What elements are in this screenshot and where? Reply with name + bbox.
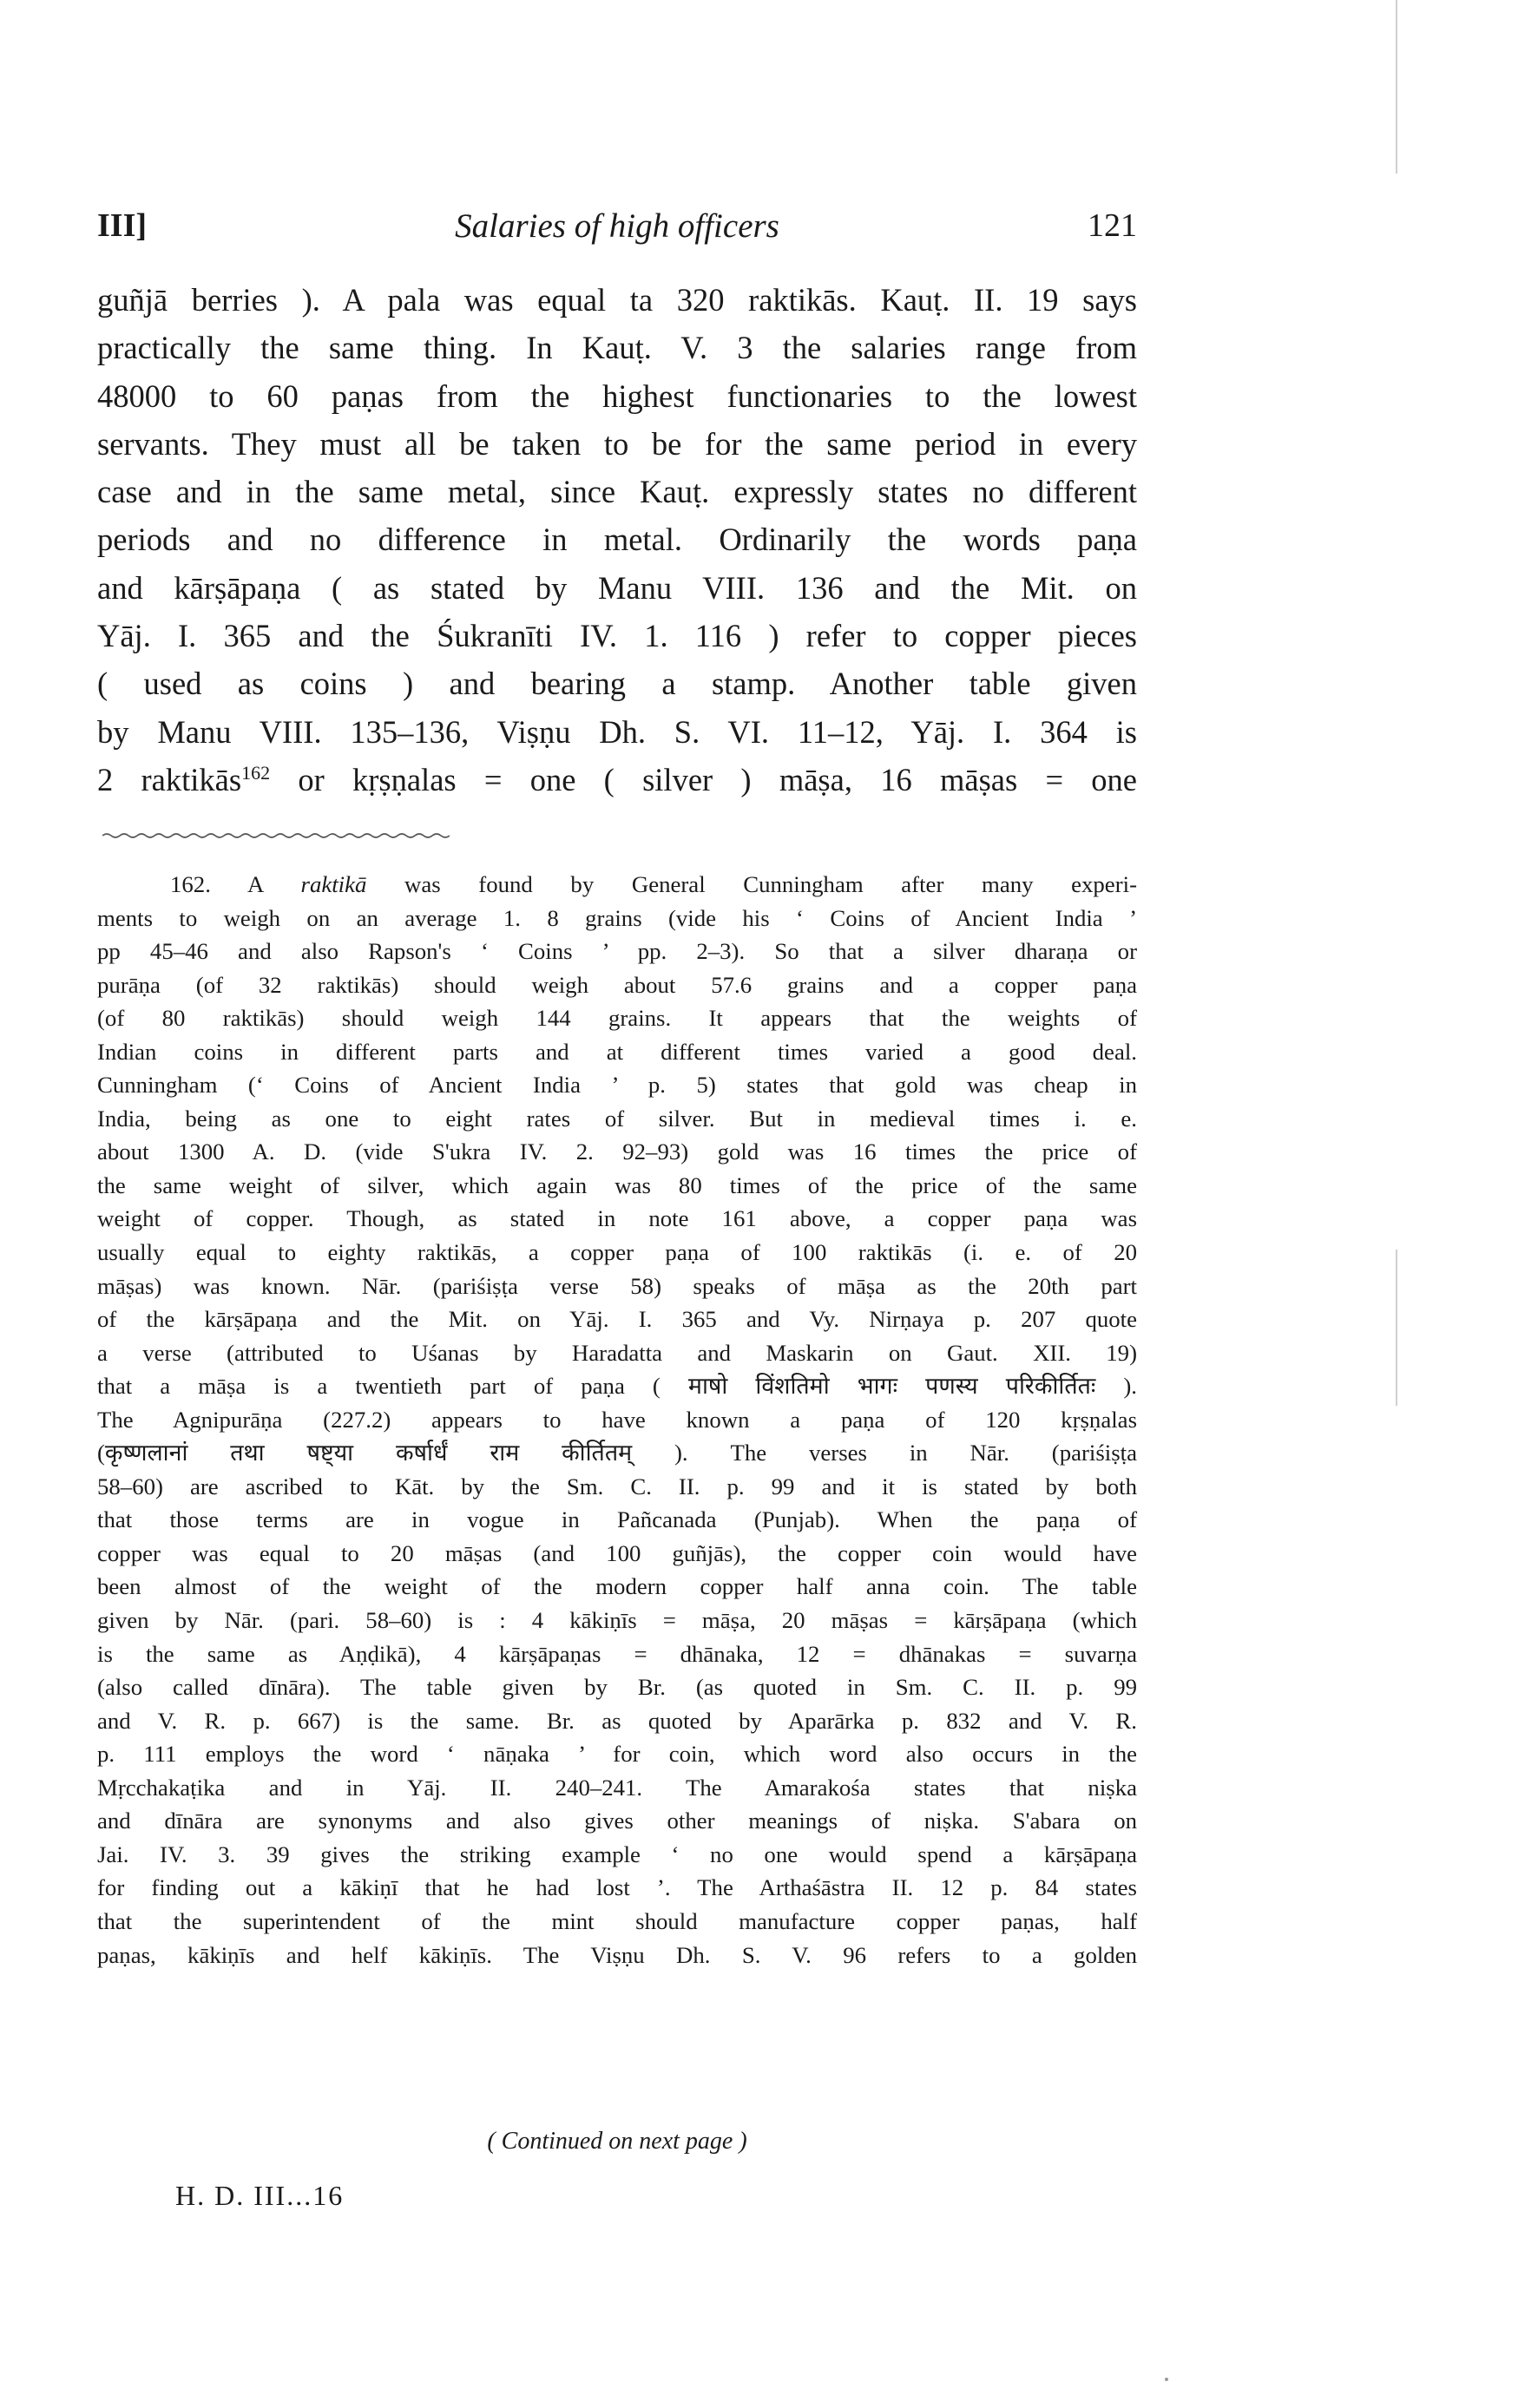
footnote-line: and V. R. p. 667) is the same. Br. as quoted by Aparārka p. 832 and V. R. xyxy=(97,1707,1137,1734)
footnote-first-line: 162. A raktikā was found by General Cunningham after many experi- xyxy=(170,871,1137,897)
body-text-segment: 2 raktikās xyxy=(97,761,242,797)
footnote-line: (कृष्णलानां तथा षष्ट्या कर्षार्धं राम कीर्तितम् ). The verses in Nār. (pariśiṣṭa xyxy=(97,1440,1137,1466)
footnote-line: of the kārṣāpaṇa and the Mit. on Yāj. I. 365 and Vy. Nirṇaya p. 207 quote xyxy=(97,1306,1137,1333)
footnote-line: the same weight of silver, which again was 80 times of the price of the same xyxy=(97,1171,1137,1198)
footnote-line: paṇas, kākiṇīs and helf kākiṇīs. The Viṣṇu Dh. S. V. 96 refers to a golden xyxy=(97,1941,1137,1968)
footnote-line: Cunningham (‘ Coins of Ancient India ’ p. 5) states that gold was cheap in xyxy=(97,1072,1137,1099)
footnote-line: been almost of the weight of the modern copper half anna coin. The table xyxy=(97,1573,1137,1600)
footnote-line: p. 111 employs the word ‘ nāṇaka ’ for coin, which word also occurs in the xyxy=(97,1741,1137,1768)
footnote-line: purāṇa (of 32 raktikās) should weigh about 57.6 grains and a copper paṇa xyxy=(97,971,1137,998)
running-header xyxy=(97,207,1137,250)
running-title: Salaries of high officers xyxy=(455,207,779,245)
scan-margin-line xyxy=(1396,0,1397,174)
scan-margin-line xyxy=(1396,1250,1397,1406)
body-line: guñjā berries ). A pala was equal ta 320 raktikās. Kauṭ. II. 19 says xyxy=(97,282,1137,318)
footnote-block xyxy=(97,868,1137,1972)
footnote-line: Jai. IV. 3. 39 gives the striking example ‘ no one would spend a kārṣāpaṇa xyxy=(97,1840,1137,1867)
chapter-marker: III] xyxy=(97,207,148,244)
footnote-separator-rule xyxy=(102,831,450,840)
body-line-with-footnote-ref xyxy=(97,756,1137,804)
body-line: Yāj. I. 365 and the Śukranīti IV. 1. 116 ) refer to copper pieces xyxy=(97,618,1137,654)
footnote-line: Indian coins in different parts and at different times varied a good deal. xyxy=(97,1038,1137,1065)
footnote-line: usually equal to eighty raktikās, a copper paṇa of 100 raktikās (i. e. of 20 xyxy=(97,1239,1137,1266)
footnote-line: a verse (attributed to Uśanas by Haradatta and Maskarin on Gaut. XII. 19) xyxy=(97,1339,1137,1366)
body-line: periods and no difference in metal. Ordinarily the words paṇa xyxy=(97,522,1137,558)
footnote-line: (also called dīnāra). The table given by Br. (as quoted in Sm. C. II. p. 99 xyxy=(97,1674,1137,1701)
footnote-line: that those terms are in vogue in Pañcanada (Punjab). When the paṇa of xyxy=(97,1506,1137,1533)
footnote-line: that a māṣa is a twentieth part of paṇa ( माषो विंशतिमो भागः पणस्य परिकीर्तितः ). xyxy=(97,1373,1137,1400)
body-line: 48000 to 60 paṇas from the highest functionaries to the lowest xyxy=(97,377,1137,414)
continued-note: ( Continued on next page ) xyxy=(487,2128,747,2155)
footnote-number: 162. xyxy=(170,871,211,897)
body-text-segment: or kṛṣṇalas = one ( silver ) māṣa, 16 māṣas = one xyxy=(270,761,1137,797)
scan-speck xyxy=(1165,2378,1168,2381)
body-line: by Manu VIII. 135–136, Viṣṇu Dh. S. VI. 11–12, Yāj. I. 364 is xyxy=(97,713,1137,750)
footnote-line: The Agnipurāṇa (227.2) appears to have known a paṇa of 120 kṛṣṇalas xyxy=(97,1406,1137,1433)
body-line: servants. They must all be taken to be for the same period in every xyxy=(97,425,1137,462)
footnote-reference[interactable]: 162 xyxy=(241,761,271,784)
footnote-line: Mṛcchakaṭika and in Yāj. II. 240–241. The Amarakośa states that niṣka xyxy=(97,1774,1137,1801)
footnote-line: India, being as one to eight rates of silver. But in medieval times i. e. xyxy=(97,1105,1137,1132)
body-line: ( used as coins ) and bearing a stamp. Another table given xyxy=(97,666,1137,702)
signature-mark: H. D. III...16 xyxy=(175,2180,345,2211)
footnote-line: (of 80 raktikās) should weigh 144 grains. It appears that the weights of xyxy=(97,1005,1137,1032)
footnote-line: about 1300 A. D. (vide S'ukra IV. 2. 92–93) gold was 16 times the price of xyxy=(97,1138,1137,1165)
footnote-line: weight of copper. Though, as stated in note 161 above, a copper paṇa was xyxy=(97,1205,1137,1232)
footnote-line: ments to weigh on an average 1. 8 grains (vide his ‘ Coins of Ancient India ’ xyxy=(97,904,1137,931)
footnote-line: is the same as Aṇḍikā), 4 kārṣāpaṇas = dhānaka, 12 = dhānakas = suvarṇa xyxy=(97,1640,1137,1667)
footnote-line: 58–60) are ascribed to Kāt. by the Sm. C. II. p. 99 and it is stated by both xyxy=(97,1473,1137,1499)
body-line: case and in the same metal, since Kauṭ. expressly states no different xyxy=(97,474,1137,510)
footnote-line: for finding out a kākiṇī that he had lost ’. The Arthaśāstra II. 12 p. 84 states xyxy=(97,1874,1137,1901)
footnote-line: given by Nār. (pari. 58–60) is : 4 kākiṇīs = māṣa, 20 māṣas = kārṣāpaṇa (which xyxy=(97,1607,1137,1634)
footnote-line: pp 45–46 and also Rapson's ‘ Coins ’ pp. 2–3). So that a silver dharaṇa or xyxy=(97,938,1137,965)
body-line: and kārṣāpaṇa ( as stated by Manu VIII. 136 and the Mit. on xyxy=(97,569,1137,606)
body-line: practically the same thing. In Kauṭ. V. 3 the salaries range from xyxy=(97,330,1137,366)
main-body-text xyxy=(97,276,1137,804)
footnote-line: copper was equal to 20 māṣas (and 100 guñjās), the copper coin would have xyxy=(97,1539,1137,1566)
footnote-term: raktikā xyxy=(300,871,367,897)
footnote-line: māṣas) was known. Nār. (pariśiṣṭa verse 58) speaks of māṣa as the 20th part xyxy=(97,1272,1137,1299)
page-number: 121 xyxy=(1088,207,1137,244)
footnote-line: that the superintendent of the mint should manufacture copper paṇas, half xyxy=(97,1907,1137,1934)
footnote-text-segment: was found by General Cunningham after many experi- xyxy=(404,871,1137,897)
footnote-line: and dīnāra are synonyms and also gives other meanings of niṣka. S'abara on xyxy=(97,1808,1137,1834)
